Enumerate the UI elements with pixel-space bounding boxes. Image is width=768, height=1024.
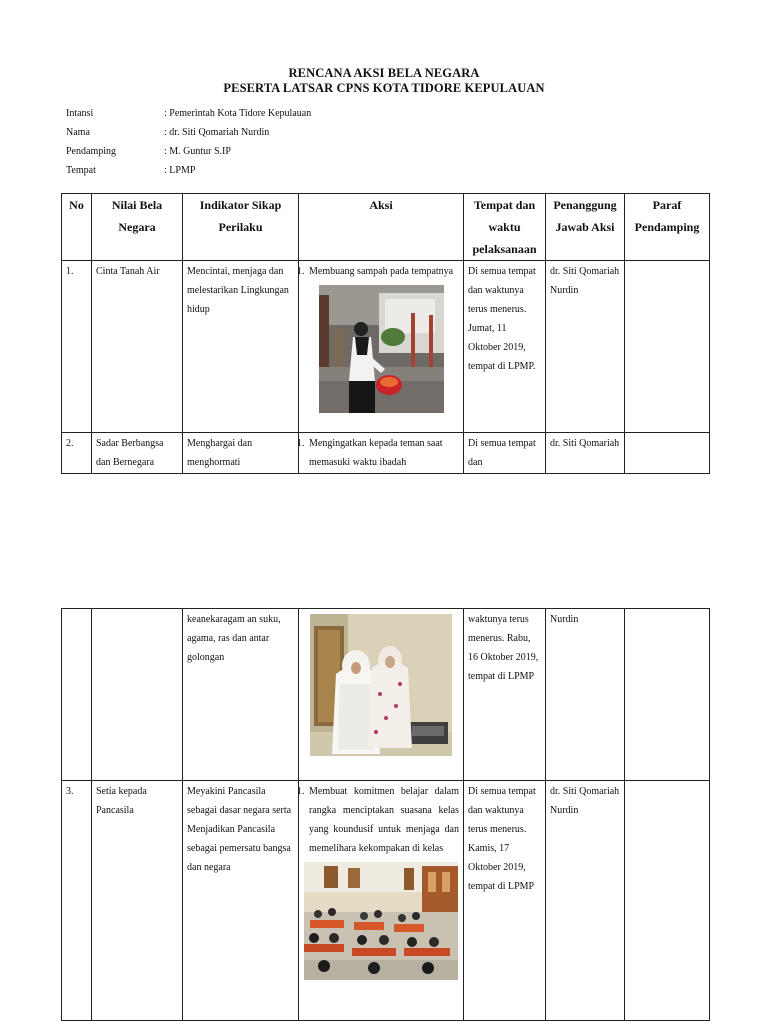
table-row — [62, 433, 710, 474]
cell-aksi — [299, 433, 464, 474]
info-label: Intansi — [66, 108, 94, 119]
aksi-number: 1. — [297, 786, 305, 797]
aksi-number: 1. — [297, 438, 305, 449]
header-aksi: Aksi — [299, 194, 464, 261]
header-nilai: Nilai Bela Negara — [92, 194, 183, 261]
aksi-number: 1. — [297, 266, 305, 277]
cell-nilai — [92, 609, 183, 781]
header-indikator: Indikator Sikap Perilaku — [183, 194, 299, 261]
aksi-item — [297, 434, 459, 472]
cell-paraf — [625, 781, 710, 1021]
classroom-photo — [304, 862, 458, 980]
cell-penanggung: Nurdin — [546, 609, 625, 781]
cell-aksi — [299, 261, 464, 433]
header-no: No — [62, 194, 92, 261]
action-plan-table — [61, 193, 710, 474]
document-title: RENCANA AKSI BELA NEGARA — [288, 66, 480, 80]
aksi-text: Membuang sampah pada tempatnya — [309, 266, 454, 277]
aksi-text: Membuat komitmen belajar dalam rangka menciptakan suasana kelas yang koundusif untuk menjaga dan memelihara kekompakan di kelas — [309, 786, 459, 854]
aksi-text: Mengingatkan kepada teman saat memasuki waktu ibadah — [309, 438, 443, 468]
cell-tempat: Di semua tempat dan waktunya terus menerus. Kamis, 17 Oktober 2019, tempat di LPMP — [464, 781, 546, 1021]
aksi-item — [297, 782, 459, 858]
info-value: : M. Guntur S.IP — [164, 146, 231, 157]
document-subtitle: PESERTA LATSAR CPNS KOTA TIDORE KEPULAUAN — [223, 81, 545, 95]
cell-nilai: Setia kepada Pancasila — [92, 781, 183, 1021]
cell-penanggung: dr. Siti Qomariah Nurdin — [546, 781, 625, 1021]
cell-nilai: Sadar Berbangsa dan Bernegara — [92, 433, 183, 474]
cell-tempat: Di semua tempat dan waktunya terus menerus. Jumat, 11 Oktober 2019, tempat di LPMP. — [464, 261, 546, 433]
header-tempat: Tempat dan waktu pelaksanaan — [464, 194, 546, 261]
cell-aksi — [299, 609, 464, 781]
cell-paraf — [625, 261, 710, 433]
table-header-row — [62, 194, 710, 261]
info-label: Pendamping — [66, 146, 116, 157]
cell-no: 1. — [62, 261, 92, 433]
info-label: Nama — [66, 127, 90, 138]
cell-indikator: Mencintai, menjaga dan melestarikan Lingkungan hidup — [183, 261, 299, 433]
cell-nilai: Cinta Tanah Air — [92, 261, 183, 433]
header-penanggung: Penanggung Jawab Aksi — [546, 194, 625, 261]
info-label: Tempat — [66, 165, 96, 176]
cell-tempat: waktunya terus menerus. Rabu, 16 Oktober 2019, tempat di LPMP — [464, 609, 546, 781]
two-women-praying-photo — [310, 614, 452, 756]
cell-no: 3. — [62, 781, 92, 1021]
cell-paraf — [625, 609, 710, 781]
table-row — [62, 781, 710, 1021]
aksi-item — [297, 262, 459, 281]
action-plan-table-continued — [61, 608, 710, 1021]
woman-disposing-trash-photo — [319, 285, 444, 413]
info-value: : LPMP — [164, 165, 196, 176]
cell-indikator: Meyakini Pancasila sebagai dasar negara serta Menjadikan Pancasila sebagai pemersatu bangsa dan negara — [183, 781, 299, 1021]
header-paraf: Paraf Pendamping — [625, 194, 710, 261]
cell-indikator: keanekaragam an suku, agama, ras dan antar golongan — [183, 609, 299, 781]
cell-tempat: Di semua tempat dan — [464, 433, 546, 474]
table-row — [62, 609, 710, 781]
info-value: : Pemerintah Kota Tidore Kepulauan — [164, 108, 312, 119]
cell-penanggung: dr. Siti Qomariah — [546, 433, 625, 474]
cell-no — [62, 609, 92, 781]
table-row — [62, 261, 710, 433]
cell-indikator: Menghargai dan menghormati — [183, 433, 299, 474]
cell-paraf — [625, 433, 710, 474]
cell-penanggung: dr. Siti Qomariah Nurdin — [546, 261, 625, 433]
cell-aksi — [299, 781, 464, 1021]
info-value: : dr. Siti Qomariah Nurdin — [164, 127, 270, 138]
cell-no: 2. — [62, 433, 92, 474]
